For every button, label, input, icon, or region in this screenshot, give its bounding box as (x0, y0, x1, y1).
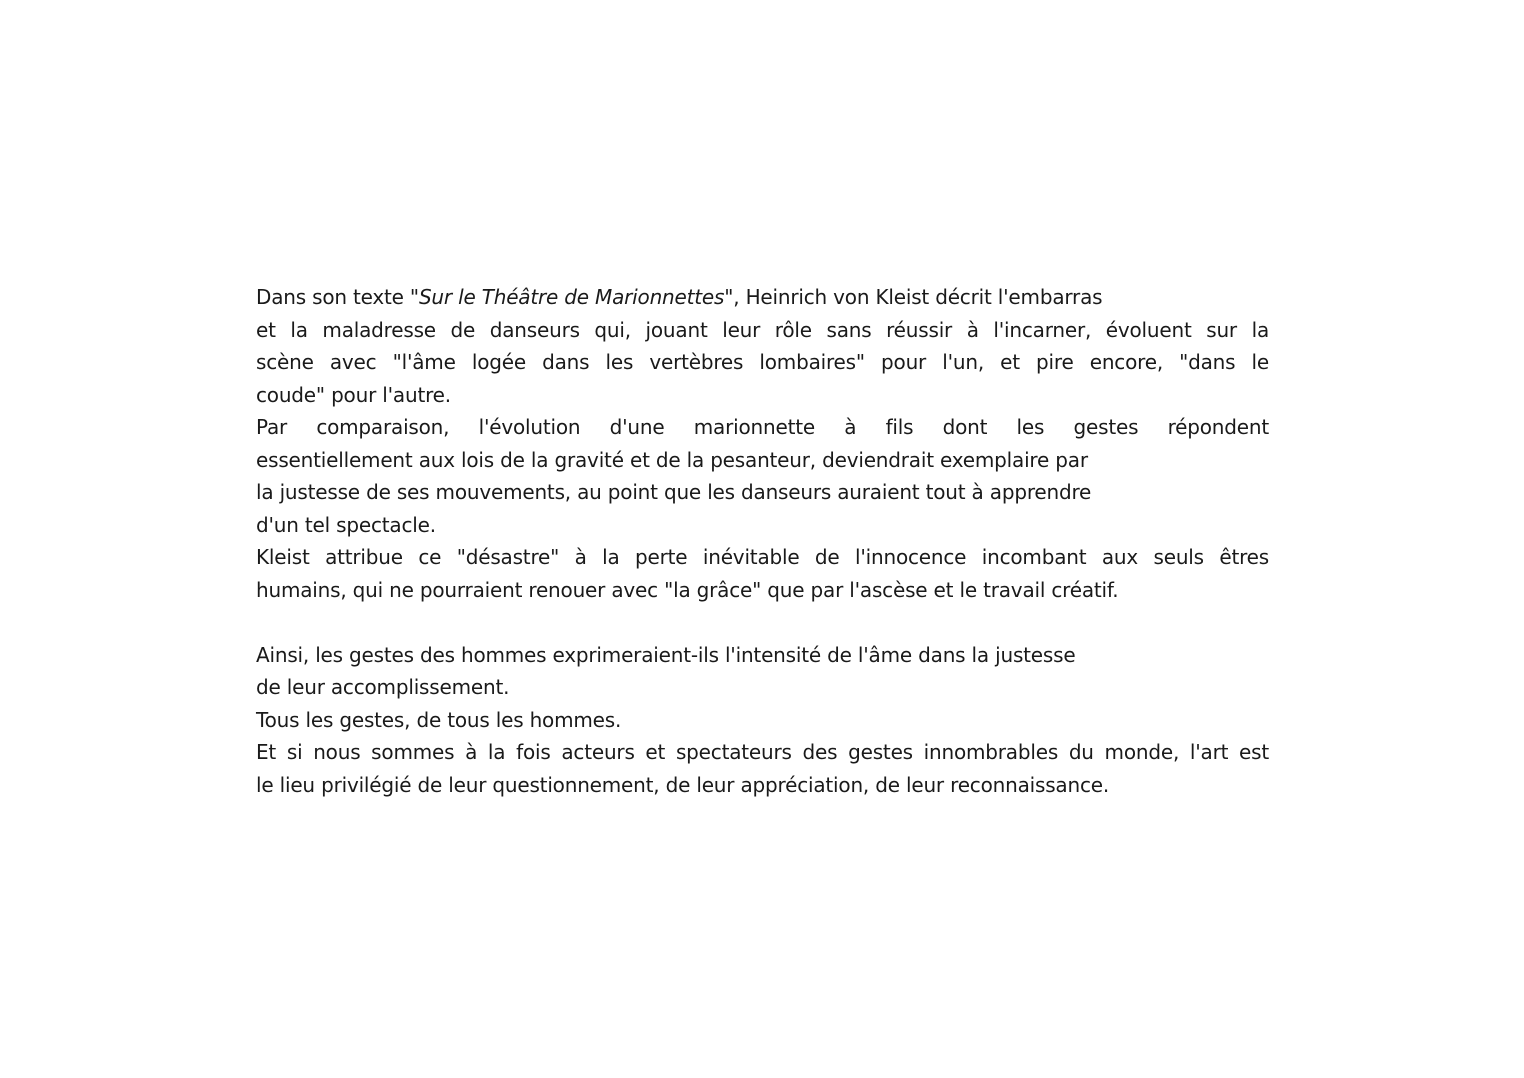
text-line: la justesse de ses mouvements, au point que les danseurs auraient tout à apprendre (256, 480, 1092, 504)
text-line: Kleist attribue ce "désastre" à la perte inévitable de l'innocence incombant aux seuls êtres (256, 545, 1269, 569)
paragraph-4 (256, 639, 1269, 802)
text-line: et la maladresse de danseurs qui, jouant leur rôle sans réussir à l'incarner, évoluent sur la (256, 317, 1269, 342)
text-line: Ainsi, les gestes des hommes exprimeraient-ils l'intensité de l'âme dans la justesse (256, 642, 1076, 667)
text-line: Et si nous sommes à la fois acteurs et spectateurs des gestes innombrables du monde, l'art est (256, 740, 1269, 764)
body-text (256, 281, 1269, 801)
paragraph-1 (256, 281, 1269, 411)
paragraph-2 (256, 411, 1269, 541)
text-line: humains, qui ne pourraient renouer avec "la grâce" que par l'ascèse et le travail créatif. (256, 577, 1119, 602)
text-segment: ", Heinrich von Kleist décrit l'embarras (724, 285, 1103, 309)
work-title: Sur le Théâtre de Marionnettes (418, 285, 725, 309)
text-line: Tous les gestes, de tous les hommes. (256, 707, 622, 732)
text-segment: Dans son texte " (256, 285, 419, 309)
text-line: le lieu privilégié de leur questionnement, de leur appréciation, de leur reconnaissance. (256, 772, 1110, 797)
text-line: scène avec "l'âme logée dans les vertèbres lombaires" pour l'un, et pire encore, "dans le (256, 350, 1269, 374)
text-line: essentiellement aux lois de la gravité et de la pesanteur, deviendrait exemplaire par (256, 447, 1088, 472)
text-line: coude" pour l'autre. (256, 382, 451, 407)
paragraph-spacer (256, 606, 1269, 639)
text-line: de leur accomplissement. (256, 675, 510, 699)
text-line: Par comparaison, l'évolution d'une marionnette à fils dont les gestes répondent (256, 415, 1269, 439)
text-line (256, 281, 1269, 314)
text-line: d'un tel spectacle. (256, 512, 436, 537)
paragraph-3 (256, 541, 1269, 606)
